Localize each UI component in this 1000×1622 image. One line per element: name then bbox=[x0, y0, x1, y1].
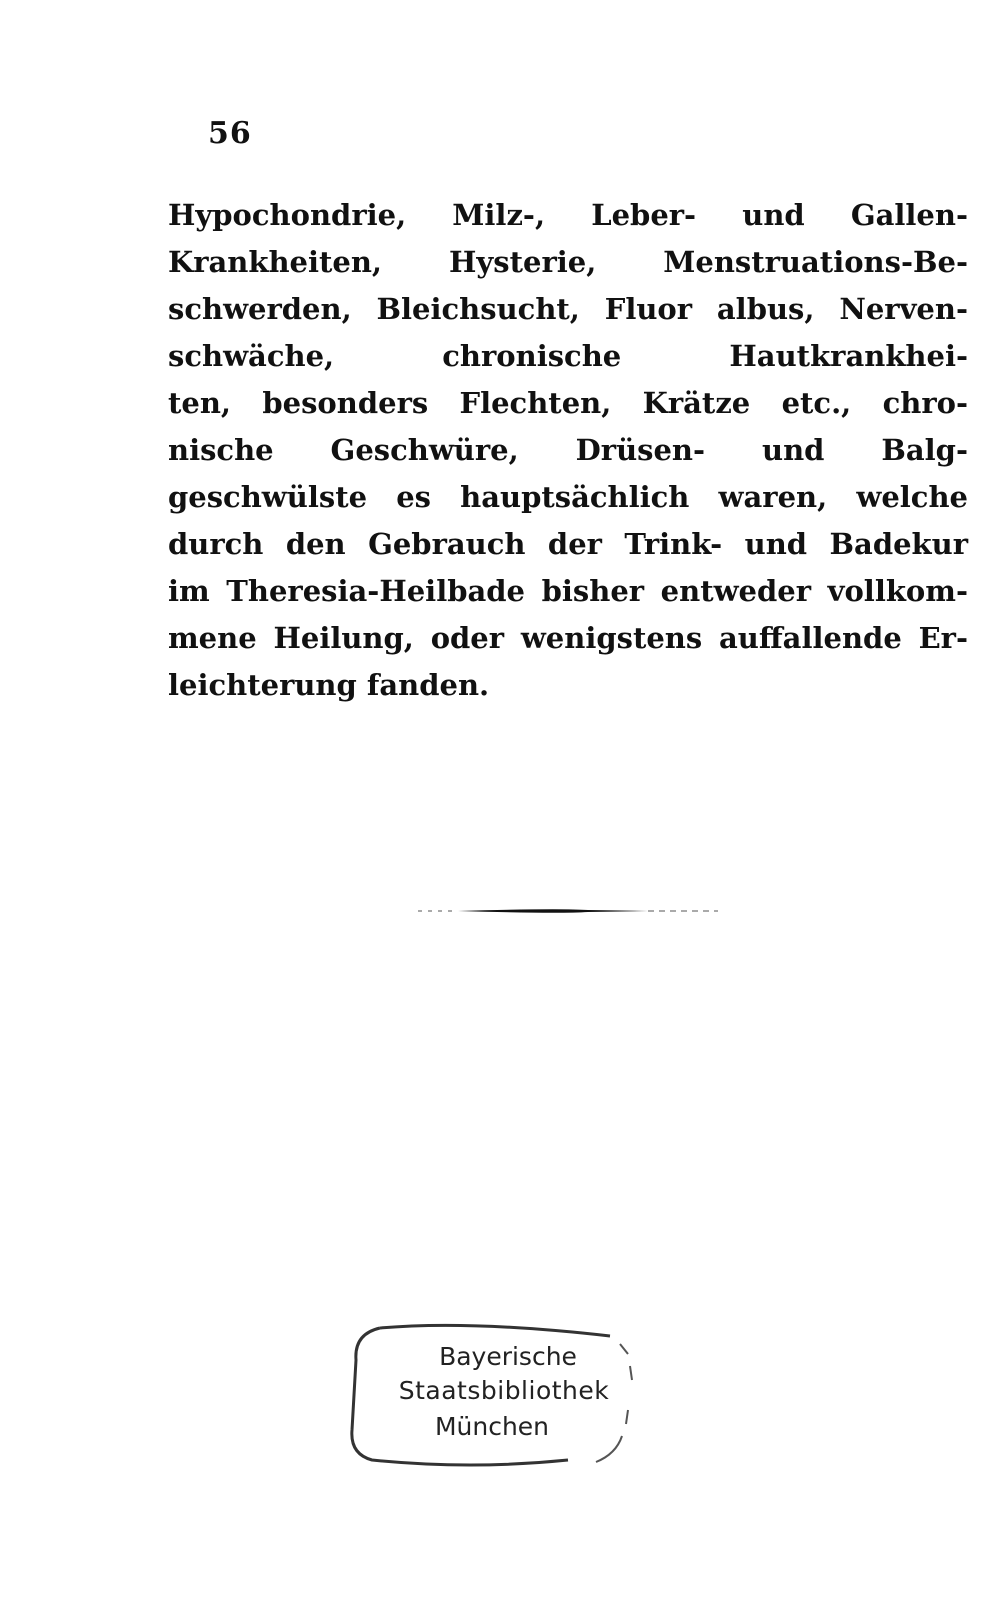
text-line: geschwülste es hauptsächlich waren, welche bbox=[168, 480, 968, 514]
text-line: Krankheiten, Hysterie, Menstruations-Be- bbox=[168, 245, 968, 279]
text-line: durch den Gebrauch der Trink- und Badekur bbox=[168, 527, 968, 561]
text-line: mene Heilung, oder wenigstens auffallende Er- bbox=[168, 621, 968, 655]
text-line: schwäche, chronische Hautkrankhei- bbox=[168, 339, 968, 373]
text-line: schwerden, Bleichsucht, Fluor albus, Nerven- bbox=[168, 292, 968, 326]
section-divider bbox=[418, 908, 718, 914]
text-line: im Theresia-Heilbade bisher entweder vollkom- bbox=[168, 574, 968, 608]
stamp-line: München bbox=[434, 1412, 550, 1441]
text-line: ten, besonders Flechten, Krätze etc., chro- bbox=[168, 386, 968, 420]
library-stamp bbox=[350, 1320, 650, 1480]
text-line: nische Geschwüre, Drüsen- und Balg- bbox=[168, 433, 968, 467]
text-line: Hypochondrie, Milz-, Leber- und Gallen- bbox=[168, 198, 968, 232]
stamp-line: Bayerische bbox=[439, 1342, 577, 1371]
text-line: leichterung fanden. bbox=[168, 668, 490, 702]
stamp-line: Staatsbibliothek bbox=[398, 1376, 610, 1405]
body-paragraph bbox=[168, 192, 968, 709]
page-number: 56 bbox=[208, 116, 252, 151]
